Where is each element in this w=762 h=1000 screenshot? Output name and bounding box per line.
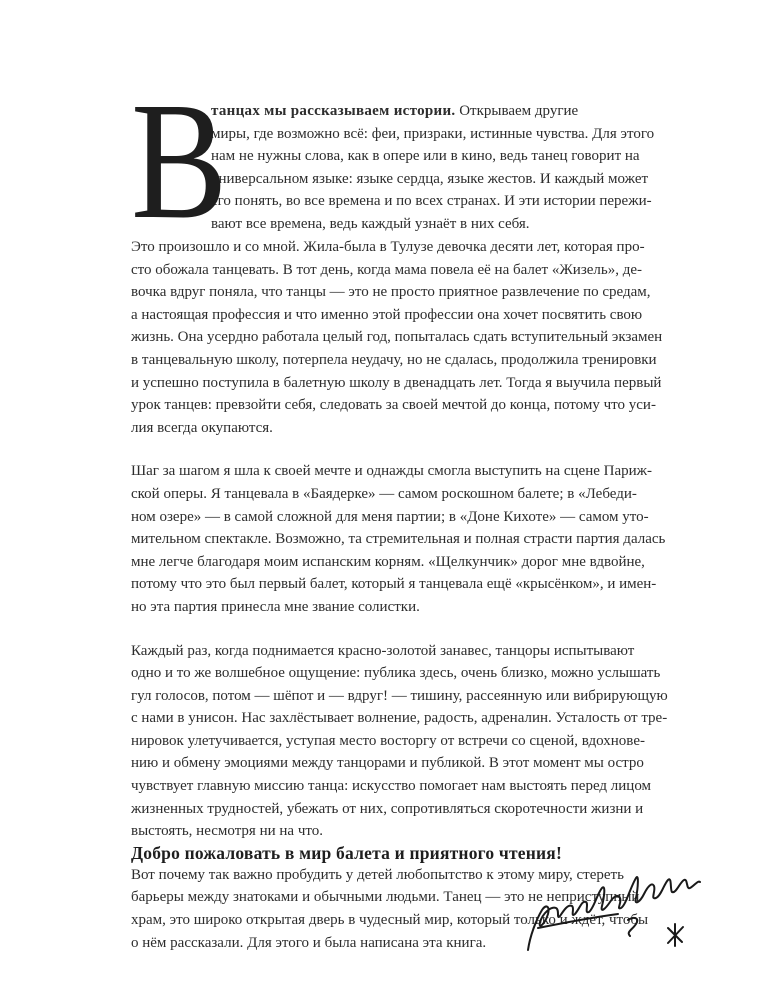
intro-lead: танцах мы рассказываем истории. (211, 103, 456, 119)
drop-cap: В (131, 68, 226, 254)
paragraph-why-book: Вот почему так важно пробудить у детей любопытство к этому миру, стереть барьеры между знатоками и обычными людьми. Танец — это не неприступный храм, это широко открытая дверь в чудесный мир, который только и ждёт, чтобы о нём рассказали. Для этого и была написана эта книга. (131, 866, 649, 951)
intro-line: танцах мы рассказываем истории. Открываем другие (211, 103, 579, 119)
intro-paragraph (211, 100, 661, 236)
intro-block (131, 68, 661, 254)
intro-line: вают все времена, ведь каждый узнаёт в них себя. (211, 215, 530, 232)
paragraph-toulouse: Это произошло и со мной. Жила-была в Тулузе девочка десяти лет, которая про- сто обожала танцевать. В тот день, когда мама повела её на балет «Жизель», де- вочка вдруг поняла, что танцы — это не просто приятное развлечение по средам, а настоящая профессия и что именно этой профессии она хочет посвятить свою жизнь. Она усердно работала целый год, попыталась сдать вступительный экзамен в танцевальную школу, потерпела неудачу, но не сдалась, продолжила тренировки и успешно поступила в балетную школу в двенадцать лет. Тогда я выучила первый урок танцев: превзойти себя, следовать за своей мечтой до конца, потому что уси- лия всегда окупаются. (131, 239, 663, 436)
intro-line: его понять, во все времена и по всех странах. И эти истории пережи- (211, 193, 652, 210)
paragraph-paris-opera: Шаг за шагом я шла к своей мечте и однажды смогла выступить на сцене Париж- ской оперы. Я танцевала в «Баядерке» — самом роскошном балете; в «Лебеди- ном озере» — в самой сложной для меня партии; в «Доне Кихоте» — самом уто- мительном спектакле. Возможно, та стремительная и полная страсти партия далась мне легче благодаря моим испанским корням. «Щелкунчик» дорог мне вдвойне, потому что это был первый балет, который я танцевала ещё «крысёнком», и имен- но эта партия принесла мне звание солистки. (131, 463, 666, 615)
intro-line: универсальном языке: языке сердца, языке жестов. И каждый может (211, 170, 649, 187)
paragraph-curtain: Каждый раз, когда поднимается красно-золотой занавес, танцоры испытывают одно и то же волшебное ощущение: публика здесь, очень близко, можно услышать гул голосов, потом — шёпот и — вдруг! — тишину, рассеянную или вибрирующую с нами в унисон. Нас захлёстывает волнение, радость, адреналин. Усталость от тре- нировок улетучивается, уступая место восторгу от встречи со сценой, вдохновe- нию и обмену эмоциями между танцорами и публикой. В этот момент мы остро чувствует главную миссию танца: искусство помогает нам выстоять перед лицом жизненных трудностей, убежать от них, сопротивляться скоротечности жизни и выстоять, несмотря ни на что. (131, 642, 668, 840)
signature-icon (518, 858, 708, 958)
intro-line: нам не нужны слова, как в опере или в кино, ведь танец говорит на (211, 148, 640, 165)
intro-line: миры, где возможно всё: феи, призраки, истинные чувства. Для этого (211, 125, 655, 142)
welcome-heading: Добро пожаловать в мир балета и приятного чтения! (131, 843, 562, 863)
